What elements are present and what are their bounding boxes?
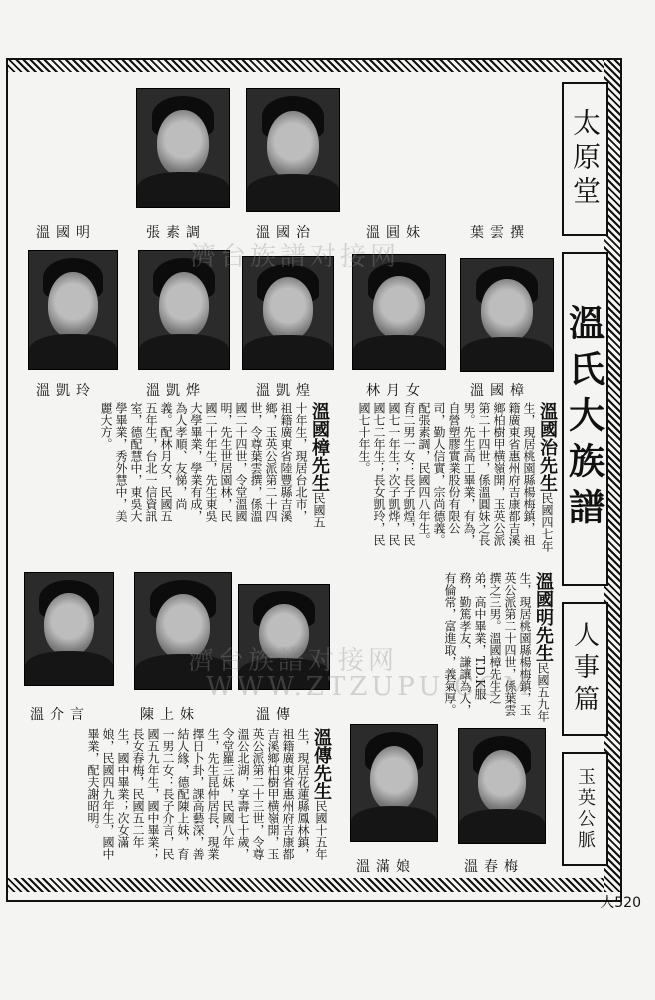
page-number: 人520 — [600, 895, 641, 911]
photo-caption: 溫國治 — [256, 225, 316, 241]
portrait-photo — [246, 88, 340, 212]
portrait-photo — [350, 724, 438, 842]
lineage-title: 玉英公脈 — [562, 752, 608, 866]
portrait-photo — [28, 250, 118, 370]
bio-text: 民國四七年生，現居桃園縣楊梅鎮，祖籍廣東省惠州府吉康都吉溪鄉柏樹甲横嶺開，玉英公派第二十四世，係溫圓妹之長男。先生高工畢業，有為，自營塑膠實業股份有限公司，勤人信實，宗尚德義。配張素調，民國四八年生。育二男一女：長子凱煌，民國七一年生；次子凱烨，民國七二年生；長女凱玲，民國七十年生。 — [357, 402, 554, 552]
photo-caption: 溫春梅 — [464, 859, 524, 875]
bio-name: 溫國樟先生 — [309, 402, 330, 492]
portrait-photo — [458, 728, 546, 844]
watermark-url: WWW.ZTZUPU.COM — [206, 672, 534, 702]
photo-caption: 溫介言 — [30, 707, 90, 723]
portrait-photo — [136, 88, 230, 208]
section-title: 人事篇 — [562, 602, 608, 736]
bio-block — [298, 402, 558, 552]
bio-name: 溫國治先生 — [537, 402, 558, 492]
portrait-photo — [460, 258, 554, 372]
portrait-photo — [242, 256, 334, 370]
watermark-text: 濟台族譜对接网 — [188, 646, 399, 676]
photo-caption: 張素調 — [146, 225, 206, 241]
bio-text: 民國五九年生，現居桃園縣楊梅鎮，玉英公派第二十四世，係葉雲撰之三男。溫國樟先生之弟，高中畢業，T.D.K服務，勤篤孝友，謙讓為人，有倫常，富進取，義氣厚。 — [443, 572, 550, 722]
photo-caption: 林月女 — [366, 383, 426, 399]
photo-caption: 溫凱煌 — [256, 383, 316, 399]
photo-caption: 溫國樟 — [470, 383, 530, 399]
portrait-photo — [24, 572, 114, 686]
photo-caption: 溫滿娘 — [356, 859, 416, 875]
bio-name: 溫國明先生 — [533, 572, 554, 662]
bio-name: 溫傳先生 — [311, 728, 332, 800]
bio-text: 民國十五年生，現居花蓮縣鳳林鎮，祖籍廣東省惠州府吉康都吉溪鄉柏樹甲横嶺開，玉英公派第二十三世，令尊溫公北湖，享壽七十歲，令堂羅三妹，民國八年生，先生昆仲居長，現業擇日卜卦，課高藝深，善結人緣，德配陳上妹，育一男二女：長子介言，民國五九年生，國中畢業；長女春梅，民國五二年生，國中畢業；次女滿娘，民國四九年生，國中畢業，配夫謝昭明。 — [86, 728, 328, 860]
photo-caption: 葉雲撰 — [470, 225, 530, 241]
bio-block — [64, 728, 332, 868]
book-title: 溫氏大族譜 — [562, 252, 608, 586]
photo-caption: 陳上妹 — [140, 707, 200, 723]
watermark-text: 濟台族譜对接网 — [190, 242, 401, 272]
photo-caption: 溫凱玲 — [36, 383, 96, 399]
hall-name: 太原堂 — [562, 82, 608, 236]
photo-caption: 溫國明 — [36, 225, 96, 241]
photo-caption: 溫傳 — [256, 707, 296, 723]
photo-caption: 溫圓妹 — [366, 225, 426, 241]
bio-text: 民國五十年生，現居台北市，祖籍廣東省陸豐縣吉溪鄉，玉英公派第二十四世，令尊葉雲撰，係溫國二十四世，令堂溫國明，先生世居園林，民國二十年生，先生東吳大學畢業，學業有成，為人孝順、友悌，尚義。配林月女，民國五五年生，台北一信資訊室，德配慧中，東吳大學畢業，秀外慧中，美麗大方。 — [99, 402, 326, 528]
photo-caption: 溫凱烨 — [146, 383, 206, 399]
